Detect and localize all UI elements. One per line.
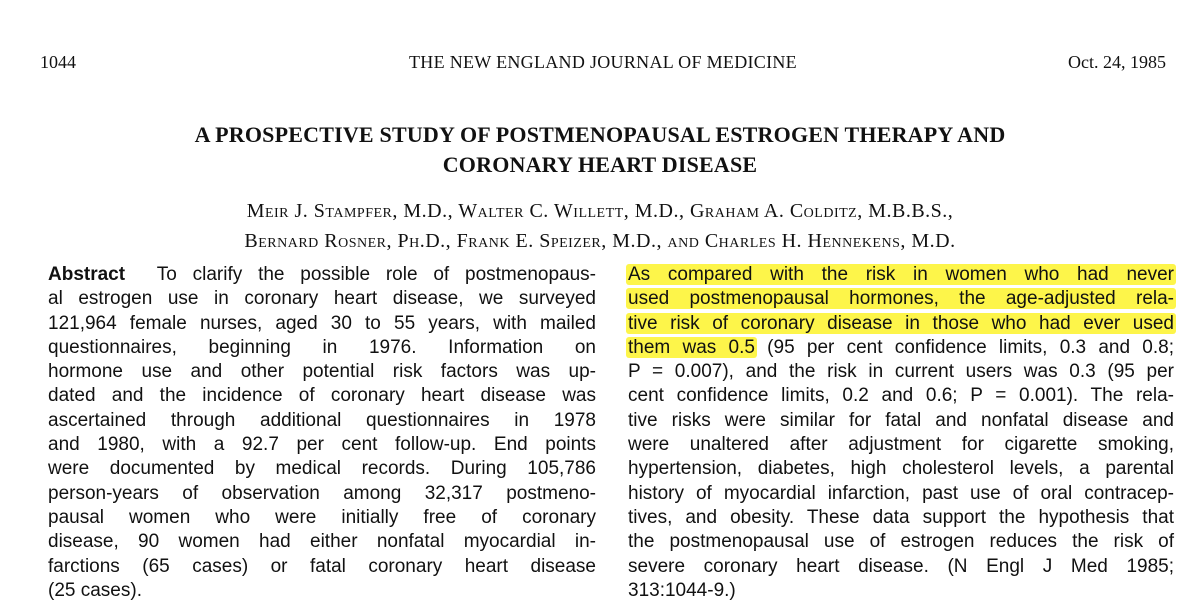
abstract-line: 121,964 female nurses, aged 30 to 55 years, with mailed [48, 312, 596, 334]
abstract-line: tives, and obesity. These data support the hypothesis that [628, 506, 1174, 528]
abstract-left-column [48, 263, 596, 603]
author-line: Bernard Rosner, Ph.D., Frank E. Speizer, M.D., and Charles H. Hennekens, M.D. [244, 230, 956, 252]
author-line: Meir J. Stampfer, M.D., Walter C. Willett, M.D., Graham A. Colditz, M.B.B.S., [246, 200, 954, 222]
abstract-line: were documented by medical records. During 105,786 [48, 458, 596, 480]
highlight-mark: As compared with the risk in women who had never [628, 264, 1174, 285]
highlight-mark: tive risk of coronary disease in those who had ever used [628, 312, 1174, 334]
abstract-line: P = 0.007), and the risk in current users was 0.3 (95 per [628, 361, 1174, 383]
abstract-line-rest: (95 per cent confidence limits, 0.3 and 0.8; [754, 336, 1174, 358]
journal-name: THE NEW ENGLAND JOURNAL OF MEDICINE [409, 52, 797, 72]
running-header [40, 52, 1166, 82]
title-line: CORONARY HEART DISEASE [442, 152, 758, 177]
abstract-label: Abstract [48, 264, 126, 285]
abstract-line: dated and the incidence of coronary heart disease was [48, 385, 596, 407]
abstract-line: person-years of observation among 32,317 postmeno- [48, 482, 596, 504]
abstract-line: disease, 90 women had either nonfatal myocardial in- [48, 531, 596, 553]
abstract-line: tive risks were similar for fatal and nonfatal disease and [628, 409, 1174, 431]
abstract-line: 313:1044-9.) [628, 579, 736, 601]
abstract-line: ascertained through additional questionnaires in 1978 [48, 409, 596, 431]
abstract-line: the postmenopausal use of estrogen reduces the risk of [628, 531, 1174, 553]
abstract-line: pausal women who were initially free of coronary [48, 506, 596, 528]
abstract-line: questionnaires, beginning in 1976. Information on [48, 336, 596, 358]
abstract-line [628, 336, 1174, 360]
abstract-line: severe coronary heart disease. (N Engl J Med 1985; [628, 555, 1174, 577]
abstract-line: hypertension, diabetes, high cholesterol levels, a parental [628, 458, 1174, 480]
abstract-line: al estrogen use in coronary heart disease, we surveyed [48, 288, 596, 310]
highlight-mark: used postmenopausal hormones, the age-adjusted rela- [628, 288, 1174, 310]
abstract-line: (25 cases). [48, 579, 142, 601]
highlighted-line [628, 263, 1174, 287]
author-list [0, 196, 1200, 256]
title-line: A PROSPECTIVE STUDY OF POSTMENOPAUSAL ESTROGEN THERAPY AND [194, 122, 1006, 147]
abstract-line: farctions (65 cases) or fatal coronary heart disease [48, 555, 596, 577]
highlighted-line [628, 312, 1174, 336]
abstract-line: cent confidence limits, 0.2 and 0.6; P = 0.001). The rela- [628, 385, 1174, 407]
issue-date: Oct. 24, 1985 [1068, 52, 1166, 72]
abstract-line: and 1980, with a 92.7 per cent follow-up. End points [48, 434, 596, 456]
abstract-line: were unaltered after adjustment for cigarette smoking, [628, 434, 1174, 456]
highlight-mark: them was 0.5 [628, 336, 755, 358]
abstract-right-column [628, 263, 1174, 603]
abstract-line: hormone use and other potential risk factors was up- [48, 361, 596, 383]
highlighted-line [628, 287, 1174, 311]
article-title [0, 120, 1200, 180]
page-number: 1044 [40, 52, 76, 72]
abstract-first-line: To clarify the possible role of postmenopaus- [156, 264, 596, 285]
abstract-line: history of myocardial infarction, past use of oral contracep- [628, 482, 1174, 504]
abstract-line [48, 263, 596, 287]
